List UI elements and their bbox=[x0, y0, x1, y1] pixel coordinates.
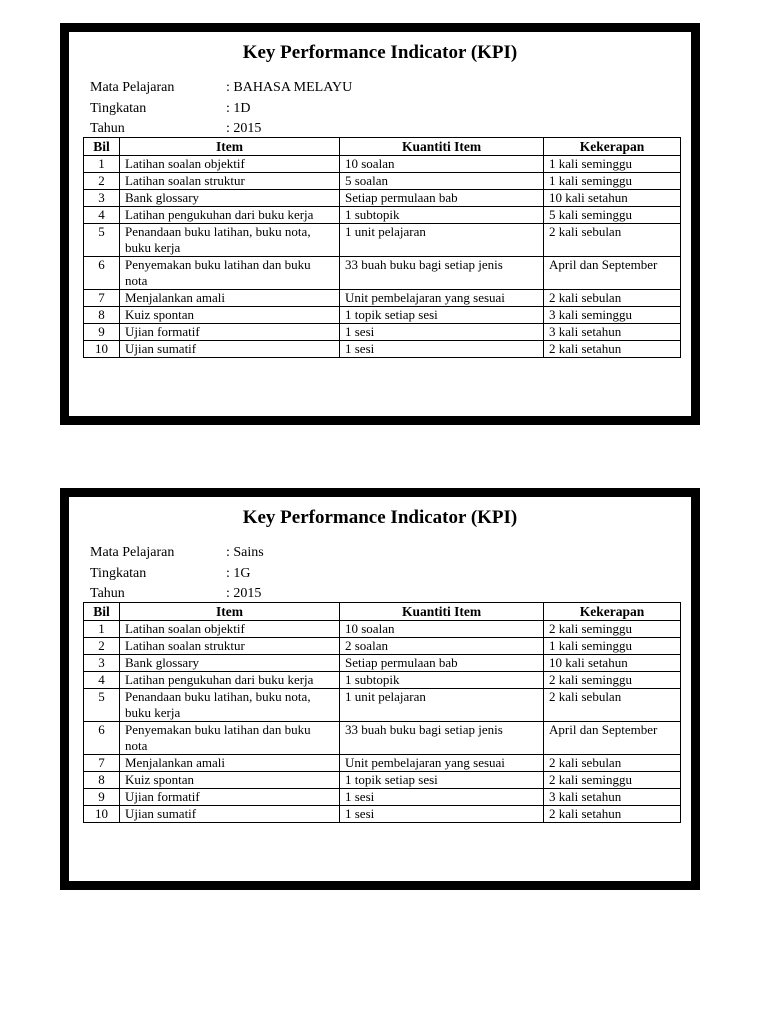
table-row bbox=[84, 672, 681, 689]
cell-kuantiti: 1 sesi bbox=[340, 789, 544, 806]
cell-kuantiti: 1 subtopik bbox=[340, 207, 544, 224]
cell-bil: 1 bbox=[84, 621, 120, 638]
cell-bil: 5 bbox=[84, 224, 120, 257]
cell-bil: 6 bbox=[84, 257, 120, 290]
cell-bil: 8 bbox=[84, 307, 120, 324]
cell-bil: 7 bbox=[84, 290, 120, 307]
info-row-level bbox=[90, 99, 352, 120]
cell-bil: 4 bbox=[84, 672, 120, 689]
cell-item: Penyemakan buku latihan dan buku nota bbox=[120, 257, 340, 290]
table-row bbox=[84, 638, 681, 655]
cell-item: Latihan soalan struktur bbox=[120, 638, 340, 655]
info-value: : 2015 bbox=[226, 586, 262, 601]
cell-kuantiti: Setiap permulaan bab bbox=[340, 190, 544, 207]
cell-kekerapan: 2 kali sebulan bbox=[544, 689, 681, 722]
kpi-card bbox=[60, 23, 700, 425]
cell-item: Menjalankan amali bbox=[120, 290, 340, 307]
cell-bil: 2 bbox=[84, 173, 120, 190]
cell-kekerapan: 10 kali setahun bbox=[544, 190, 681, 207]
cell-item: Latihan soalan struktur bbox=[120, 173, 340, 190]
cell-kuantiti: 1 subtopik bbox=[340, 672, 544, 689]
info-row-level bbox=[90, 564, 264, 585]
cell-kekerapan: 2 kali setahun bbox=[544, 341, 681, 358]
cell-kekerapan: 5 kali seminggu bbox=[544, 207, 681, 224]
header-kekerapan: Kekerapan bbox=[544, 603, 681, 621]
table-row bbox=[84, 655, 681, 672]
table-row bbox=[84, 207, 681, 224]
cell-kekerapan: 1 kali seminggu bbox=[544, 156, 681, 173]
cell-bil: 9 bbox=[84, 789, 120, 806]
cell-item: Menjalankan amali bbox=[120, 755, 340, 772]
cell-item: Ujian sumatif bbox=[120, 341, 340, 358]
table-row bbox=[84, 806, 681, 823]
cell-bil: 9 bbox=[84, 324, 120, 341]
info-block bbox=[90, 543, 264, 605]
cell-item: Penyemakan buku latihan dan buku nota bbox=[120, 722, 340, 755]
kpi-card bbox=[60, 488, 700, 890]
cell-item: Ujian sumatif bbox=[120, 806, 340, 823]
info-label: Mata Pelajaran bbox=[90, 545, 175, 560]
info-value: : 1D bbox=[226, 100, 251, 116]
cell-bil: 7 bbox=[84, 755, 120, 772]
cell-kekerapan: 2 kali sebulan bbox=[544, 290, 681, 307]
cell-kuantiti: 1 sesi bbox=[340, 324, 544, 341]
table-row bbox=[84, 190, 681, 207]
cell-bil: 8 bbox=[84, 772, 120, 789]
info-value: : BAHASA MELAYU bbox=[226, 80, 353, 95]
cell-item: Penandaan buku latihan, buku nota, buku kerja bbox=[120, 689, 340, 722]
cell-kekerapan: 1 kali seminggu bbox=[544, 173, 681, 190]
cell-kekerapan: 3 kali seminggu bbox=[544, 307, 681, 324]
header-kuantiti: Kuantiti Item bbox=[340, 138, 544, 156]
cell-kekerapan: April dan September bbox=[544, 722, 681, 755]
cell-kekerapan: 3 kali setahun bbox=[544, 789, 681, 806]
cell-item: Latihan pengukuhan dari buku kerja bbox=[120, 672, 340, 689]
cell-bil: 3 bbox=[84, 655, 120, 672]
info-block bbox=[90, 78, 352, 140]
table-row bbox=[84, 257, 681, 290]
table-row bbox=[84, 755, 681, 772]
cell-kekerapan: 2 kali seminggu bbox=[544, 621, 681, 638]
cell-kuantiti: 2 soalan bbox=[340, 638, 544, 655]
cell-kekerapan: 2 kali sebulan bbox=[544, 224, 681, 257]
info-value: : 2015 bbox=[226, 121, 262, 136]
cell-item: Ujian formatif bbox=[120, 324, 340, 341]
cell-item: Latihan soalan objektif bbox=[120, 156, 340, 173]
cell-bil: 4 bbox=[84, 207, 120, 224]
cell-kuantiti: 1 unit pelajaran bbox=[340, 224, 544, 257]
cell-kuantiti: 33 buah buku bagi setiap jenis bbox=[340, 722, 544, 755]
cell-item: Penandaan buku latihan, buku nota, buku kerja bbox=[120, 224, 340, 257]
table-row bbox=[84, 789, 681, 806]
cell-item: Latihan pengukuhan dari buku kerja bbox=[120, 207, 340, 224]
info-label: Tahun bbox=[90, 121, 125, 136]
table-row bbox=[84, 772, 681, 789]
table-row bbox=[84, 689, 681, 722]
table-row bbox=[84, 621, 681, 638]
cell-item: Bank glossary bbox=[120, 655, 340, 672]
table-row bbox=[84, 290, 681, 307]
info-label: Mata Pelajaran bbox=[90, 80, 175, 95]
info-value: : Sains bbox=[226, 545, 264, 560]
cell-kekerapan: April dan September bbox=[544, 257, 681, 290]
cell-item: Bank glossary bbox=[120, 190, 340, 207]
cell-kuantiti: 1 sesi bbox=[340, 806, 544, 823]
info-label: Tahun bbox=[90, 586, 125, 601]
cell-bil: 10 bbox=[84, 806, 120, 823]
table-row bbox=[84, 307, 681, 324]
kpi-table bbox=[83, 602, 681, 823]
cell-kekerapan: 1 kali seminggu bbox=[544, 638, 681, 655]
cell-kuantiti: 5 soalan bbox=[340, 173, 544, 190]
cell-bil: 6 bbox=[84, 722, 120, 755]
cell-kekerapan: 10 kali setahun bbox=[544, 655, 681, 672]
cell-kekerapan: 2 kali seminggu bbox=[544, 772, 681, 789]
info-row-subject bbox=[90, 78, 352, 99]
cell-kuantiti: 10 soalan bbox=[340, 621, 544, 638]
cell-kuantiti: 10 soalan bbox=[340, 156, 544, 173]
info-label: Tingkatan bbox=[90, 565, 147, 581]
cell-item: Latihan soalan objektif bbox=[120, 621, 340, 638]
cell-kuantiti: 1 sesi bbox=[340, 341, 544, 358]
info-row-subject bbox=[90, 543, 264, 564]
info-value: : 1G bbox=[226, 565, 251, 581]
cell-kuantiti: 1 topik setiap sesi bbox=[340, 307, 544, 324]
cell-kuantiti: 33 buah buku bagi setiap jenis bbox=[340, 257, 544, 290]
kpi-table bbox=[83, 137, 681, 358]
cell-kuantiti: 1 unit pelajaran bbox=[340, 689, 544, 722]
table-row bbox=[84, 173, 681, 190]
cell-kuantiti: Unit pembelajaran yang sesuai bbox=[340, 290, 544, 307]
cell-item: Ujian formatif bbox=[120, 789, 340, 806]
table-row bbox=[84, 341, 681, 358]
cell-bil: 5 bbox=[84, 689, 120, 722]
card-title: Key Performance Indicator (KPI) bbox=[242, 507, 518, 528]
cell-kekerapan: 3 kali setahun bbox=[544, 324, 681, 341]
table-header-row bbox=[84, 603, 681, 621]
cell-bil: 2 bbox=[84, 638, 120, 655]
header-kekerapan: Kekerapan bbox=[544, 138, 681, 156]
header-item: Item bbox=[120, 603, 340, 621]
cell-kekerapan: 2 kali sebulan bbox=[544, 755, 681, 772]
header-kuantiti: Kuantiti Item bbox=[340, 603, 544, 621]
table-row bbox=[84, 324, 681, 341]
table-row bbox=[84, 156, 681, 173]
cell-item: Kuiz spontan bbox=[120, 307, 340, 324]
header-item: Item bbox=[120, 138, 340, 156]
card-title: Key Performance Indicator (KPI) bbox=[242, 42, 518, 63]
cell-bil: 10 bbox=[84, 341, 120, 358]
cell-kuantiti: Setiap permulaan bab bbox=[340, 655, 544, 672]
cell-kuantiti: Unit pembelajaran yang sesuai bbox=[340, 755, 544, 772]
cell-kekerapan: 2 kali setahun bbox=[544, 806, 681, 823]
table-header-row bbox=[84, 138, 681, 156]
cell-bil: 3 bbox=[84, 190, 120, 207]
cell-kekerapan: 2 kali seminggu bbox=[544, 672, 681, 689]
cell-bil: 1 bbox=[84, 156, 120, 173]
cell-item: Kuiz spontan bbox=[120, 772, 340, 789]
info-label: Tingkatan bbox=[90, 100, 147, 116]
cell-kuantiti: 1 topik setiap sesi bbox=[340, 772, 544, 789]
header-bil: Bil bbox=[84, 603, 120, 621]
table-row bbox=[84, 224, 681, 257]
table-row bbox=[84, 722, 681, 755]
header-bil: Bil bbox=[84, 138, 120, 156]
